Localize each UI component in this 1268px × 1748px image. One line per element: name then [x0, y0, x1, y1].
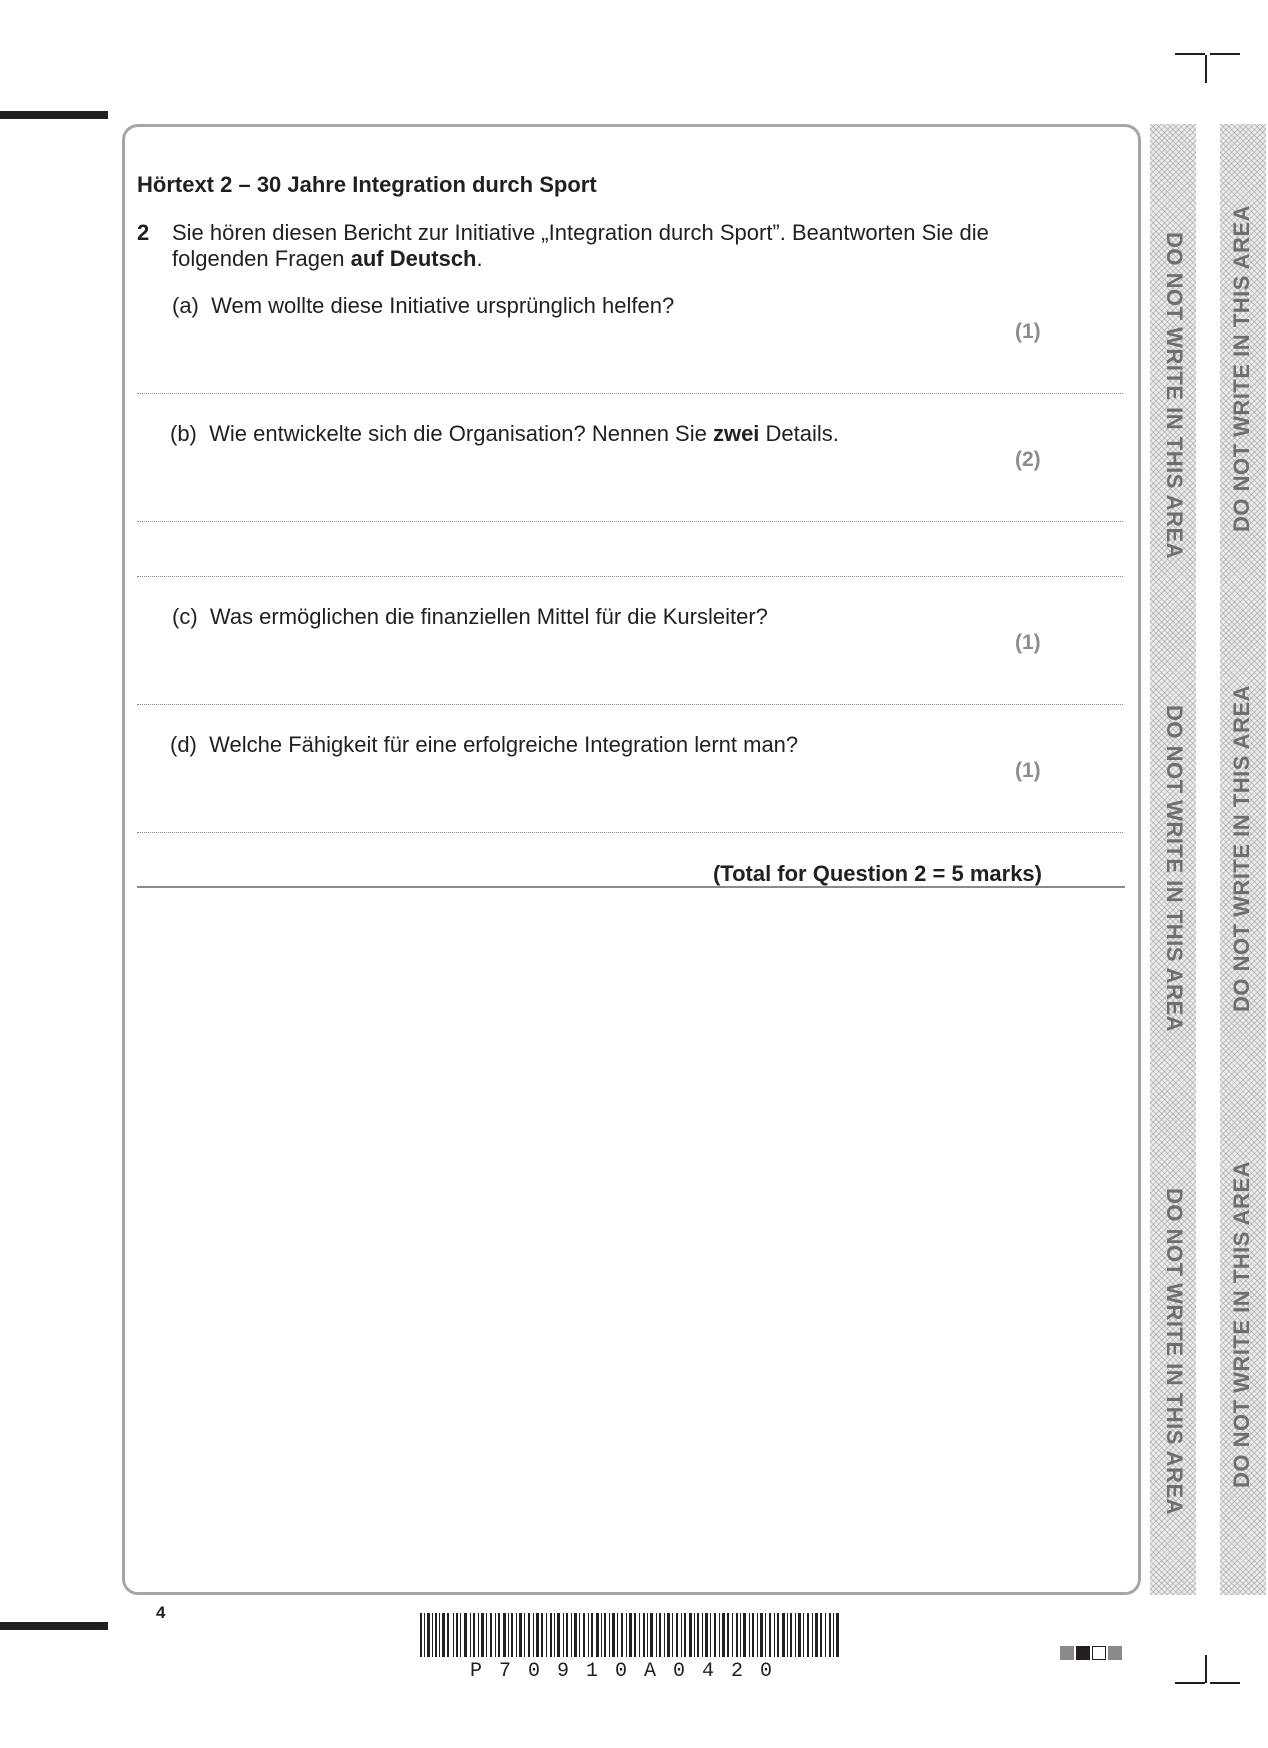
total-rule: [137, 886, 1125, 888]
section-heading: Hörtext 2 – 30 Jahre Integration durch Sport: [137, 172, 597, 197]
page-indicator-box: [1092, 1646, 1106, 1660]
part-b-marks: (2): [1015, 448, 1041, 471]
crop-mark: [1210, 1682, 1240, 1684]
part-c-marks: (1): [1015, 631, 1041, 654]
part-d-text: Welche Fähigkeit für eine erfolgreiche Integration lernt man?: [209, 732, 799, 757]
part-c-text: Was ermöglichen die finanziellen Mittel für die Kursleiter?: [209, 604, 768, 629]
part-a-text: Wem wollte diese Initiative ursprünglich helfen?: [211, 293, 675, 318]
part-d-label: (d): [170, 732, 197, 757]
part-a-label: (a): [172, 293, 199, 318]
question-intro: Sie hören diesen Bericht zur Initiative „Integration durch Sport”. Beantworten Sie die folgenden Fragen auf Deutsch.: [172, 220, 989, 271]
margin-bar-top: [0, 111, 108, 119]
answer-frame: [122, 124, 1141, 1595]
margin-bar-bottom: [0, 1622, 108, 1630]
crop-mark: [1205, 1655, 1207, 1683]
part-a-marks: (1): [1015, 320, 1041, 343]
answer-line-b2[interactable]: [137, 576, 1123, 577]
answer-line-a[interactable]: [137, 393, 1123, 394]
answer-line-c[interactable]: [137, 704, 1123, 705]
page-number: 4: [156, 1603, 166, 1622]
margin-warning: DO NOT WRITE IN THIS AREA: [1162, 705, 1187, 1033]
page-indicator-box: [1108, 1646, 1122, 1660]
margin-warning: DO NOT WRITE IN THIS AREA: [1229, 1160, 1254, 1488]
barcode: [420, 1613, 840, 1657]
crop-mark: [1175, 53, 1205, 55]
question-intro-line2: folgenden Fragen: [172, 246, 351, 271]
part-b-emphasis: zwei: [712, 421, 760, 446]
part-c-question: [172, 604, 768, 630]
part-b-question: (b) Wie entwickelte sich die Organisation? Nennen Sie zwei Details.: [170, 421, 839, 446]
part-c-label: (c): [172, 604, 198, 629]
margin-warning: DO NOT WRITE IN THIS AREA: [1162, 232, 1187, 560]
part-a-question: [172, 293, 674, 319]
page-indicator-box: [1060, 1646, 1074, 1660]
crop-mark: [1205, 55, 1207, 83]
part-b-label: (b): [170, 421, 197, 446]
barcode-text: P70910A0420: [470, 1660, 790, 1683]
part-d-question: [170, 732, 798, 758]
page-indicator: [1060, 1646, 1122, 1660]
crop-mark: [1210, 53, 1240, 55]
question-number: 2: [137, 220, 150, 245]
page-indicator-box: [1076, 1646, 1090, 1660]
question-intro-emphasis: auf Deutsch: [350, 246, 477, 271]
margin-warning: DO NOT WRITE IN THIS AREA: [1229, 204, 1254, 532]
part-d-marks: (1): [1015, 759, 1041, 782]
answer-line-d[interactable]: [137, 832, 1123, 833]
question-intro-line1: Sie hören diesen Bericht zur Initiative „Integration durch Sport”. Beantworten Sie die: [172, 220, 989, 245]
answer-line-b1[interactable]: [137, 521, 1123, 522]
margin-warning: DO NOT WRITE IN THIS AREA: [1229, 684, 1254, 1012]
crop-mark: [1175, 1682, 1205, 1684]
question-total: (Total for Question 2 = 5 marks): [712, 861, 1042, 886]
margin-warning: DO NOT WRITE IN THIS AREA: [1162, 1188, 1187, 1516]
